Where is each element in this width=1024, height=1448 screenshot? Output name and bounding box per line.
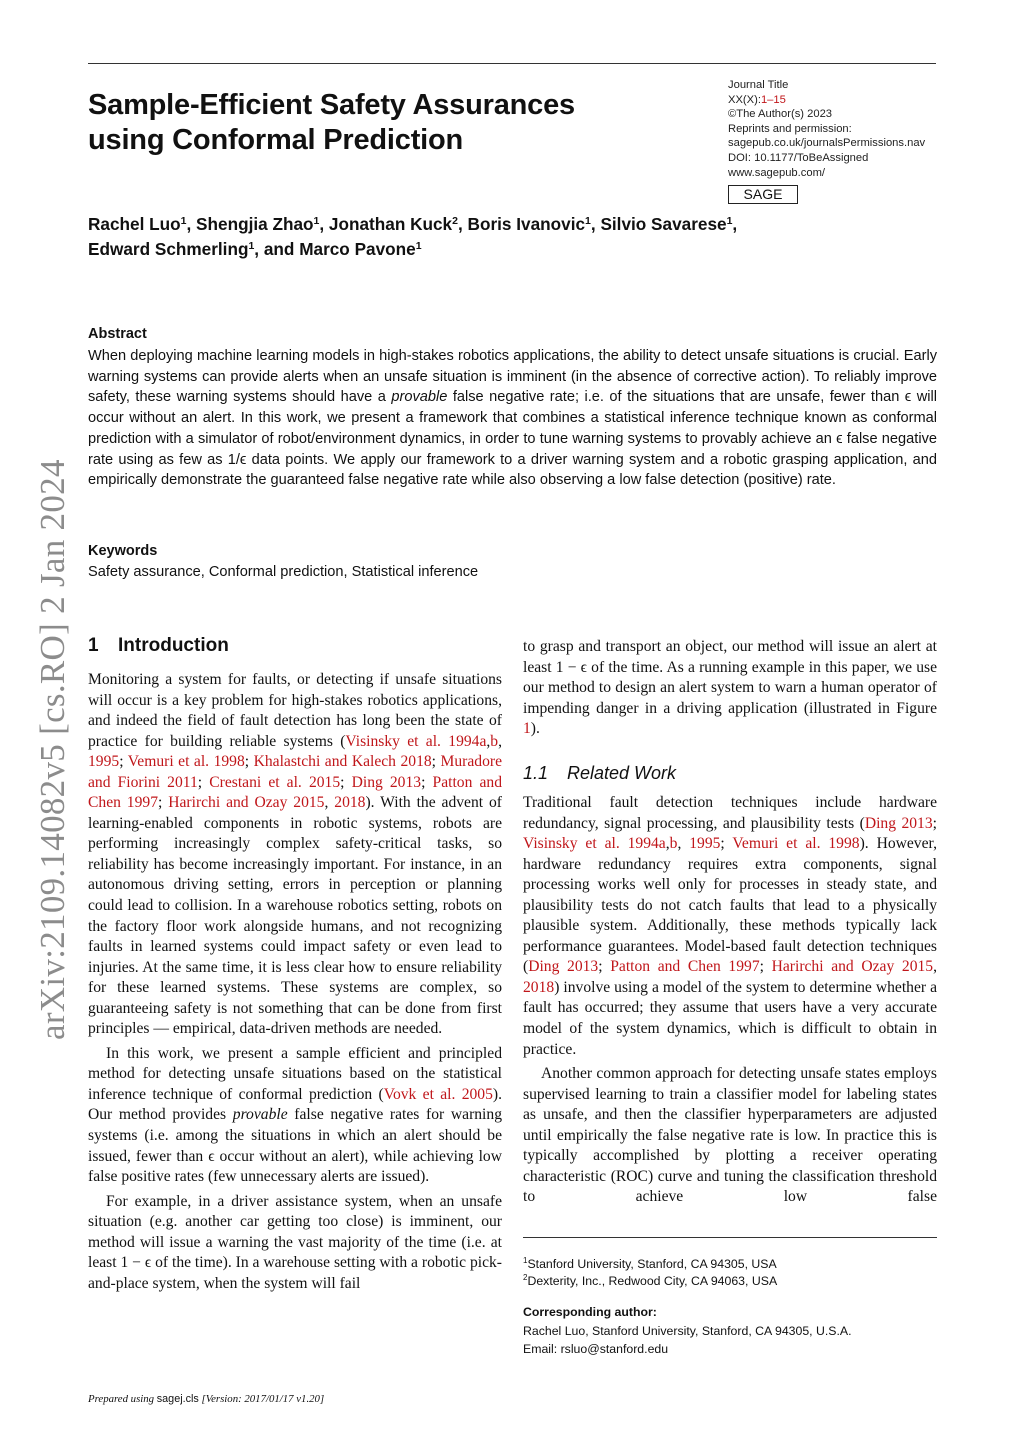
text: ; — [197, 773, 210, 791]
website: www.sagepub.com/ — [728, 166, 826, 179]
emphasis: provable — [232, 1106, 288, 1124]
text: to grasp and transport an object, our method will issue an alert at least 1 − ϵ of the time. As a running example in this paper, we use our method to design an alert system to warn a human operator of impending danger in a driving application (illustrated in Figure — [523, 638, 937, 717]
related-work-body — [523, 793, 937, 1208]
abstract-body — [88, 346, 937, 491]
affil-mark: 1 — [313, 215, 320, 227]
title-line-2: using Conformal Prediction — [88, 124, 464, 156]
citation-link[interactable]: Patton and Chen 1997 — [610, 958, 760, 976]
text: ; — [598, 958, 611, 976]
affil-mark: 1 — [523, 1256, 528, 1265]
text: ; — [158, 794, 169, 812]
citation-link[interactable]: Ding 2013 — [864, 814, 933, 832]
abstract-emphasis: provable — [391, 389, 448, 406]
affil-text: Dexterity, Inc., Redwood City, CA 94063, USA — [527, 1274, 778, 1288]
affiliations — [523, 1256, 777, 1290]
citation-link[interactable]: Vemuri et al. 1998 — [732, 835, 860, 853]
text: , — [933, 958, 938, 976]
citation-link[interactable]: Vemuri et al. 1998 — [127, 753, 245, 771]
text: Traditional fault detection techniques include hardware redundancy, signal processing, and plausibility tests ( — [523, 794, 937, 832]
intro-paragraph-3 — [88, 1192, 502, 1294]
citation-link[interactable]: Crestani et al. 2015 — [209, 773, 341, 791]
text: ). — [530, 720, 540, 738]
arxiv-stamp: arXiv:2109.14082v5 [cs.RO] 2 Jan 2024 — [33, 459, 72, 1040]
title-line-1: Sample-Efficient Safety Assurances — [88, 89, 575, 121]
class-file-name: sagej.cls — [156, 1393, 199, 1405]
affil-mark: 1 — [180, 215, 187, 227]
citation-link[interactable]: Visinsky et al. 1994a — [345, 732, 487, 750]
corresponding-author-line: Rachel Luo, Stanford University, Stanford, CA 94305, U.S.A. — [523, 1324, 852, 1338]
citation-link[interactable]: Khalastchi and Kalech 2018 — [253, 753, 432, 771]
author-list: Rachel Luo$^1$, Shengjia Zhao$^1$, Jonathan Kuck$^2$, Boris Ivanovic$^1$, Silvio Savarese$^1$, Edward Schmerling$^1$, and Marco Pavone$^1$ — [88, 214, 738, 259]
section-title: Introduction — [118, 635, 229, 656]
text: ; — [932, 814, 937, 832]
text: In this work, we present a sample efficient and principled method for detecting unsafe situations based on the statistical inference technique of conformal prediction ( — [88, 1044, 502, 1103]
affil-mark: 1 — [415, 240, 422, 252]
citation-link[interactable]: 2018 — [523, 978, 555, 996]
affil-mark: 2 — [452, 215, 458, 227]
text: , — [677, 835, 690, 853]
text: ) involve using a model of the system to determine whether a fault has occurred; they assume that users have a very accurate model of the system dynamics, which is difficult to obtain in practice. — [523, 978, 937, 1058]
intro-paragraph-1 — [88, 670, 502, 1040]
citation-link[interactable]: Patton and Chen 1997 — [88, 773, 503, 812]
journal-title: Journal Title — [728, 79, 789, 91]
prepared-using-footer — [88, 1393, 324, 1405]
text: false negative rates for warning systems (i.e. among the situations in which an alert should be issued, fewer than ϵ occur without an alert), while achieving low false positive rates (few unnecessary alerts are issued). — [88, 1106, 502, 1186]
affil-mark: 1 — [726, 215, 733, 227]
footnote-rule — [523, 1237, 937, 1238]
citation-link[interactable]: Visinsky et al. 1994a — [523, 835, 666, 853]
text: ). With the advent of learning-enabled components in robotic systems, robots are performing increasingly complex safety-critical tasks, so reliability has become increasingly important. For instance, in an autonomous driving setting, errors in perception or planning could lead to collision. In a warehouse robotics setting, robots on the factory floor work alongside humans, and not recognizing faults in learned systems could impact safety or even lead to injuries. At the same time, it is less clear how to ensure reliability for these learned systems. These systems are complex, so guaranteeing safety is not something that can be done from first principles — empirical, data-driven methods are needed. — [88, 794, 502, 1038]
author: Rachel Luo — [88, 214, 181, 234]
keywords-list: Safety assurance, Conformal prediction, Statistical inference — [88, 564, 479, 580]
citation-link[interactable]: Harirchi and Ozay 2015 — [168, 794, 325, 812]
author: Shengjia Zhao — [196, 214, 314, 234]
subsection-heading-related-work — [523, 763, 676, 784]
text: , — [665, 835, 670, 853]
text: ; — [431, 753, 441, 771]
text: ; — [244, 753, 254, 771]
author: Jonathan Kuck — [328, 214, 453, 234]
abstract-text: When deploying machine learning models in high-stakes robotics applications, the ability to detect unsafe situations is crucial. Early warning systems can provide alerts when an unsafe situation is imminent (in the absence of corrective action). To reliably improve safety, these warning systems should have a — [88, 348, 937, 406]
reprints-label: Reprints and permission: — [728, 122, 852, 135]
citation-link[interactable]: b — [490, 732, 499, 750]
section-heading-introduction — [88, 635, 229, 657]
citation-link[interactable]: Ding 2013 — [351, 773, 422, 791]
text: ). Our method provides — [88, 1085, 502, 1124]
abstract-heading: Abstract — [88, 326, 147, 342]
intro-paragraph-3-continued — [523, 637, 937, 740]
text: ; — [340, 773, 352, 791]
affiliation-1 — [523, 1256, 777, 1273]
reprints-url: sagepub.co.uk/journalsPermissions.nav — [728, 137, 926, 150]
citation-link[interactable]: Harirchi and Ozay 2015 — [771, 958, 934, 976]
affil-text: Stanford University, Stanford, CA 94305, USA — [527, 1257, 777, 1271]
author: Edward Schmerling — [88, 239, 249, 259]
affil-mark: 1 — [248, 240, 255, 252]
text: [Version: 2017/01/17 v1.20] — [198, 1393, 325, 1405]
citation-link[interactable]: 1995 — [689, 835, 721, 853]
related-paragraph-1 — [523, 793, 937, 1060]
author: Boris Ivanovic — [467, 214, 586, 234]
top-rule — [88, 63, 936, 64]
left-column — [88, 670, 502, 1294]
text: Prepared using — [88, 1393, 157, 1405]
affil-mark: 2 — [523, 1273, 528, 1282]
citation-link[interactable]: 2018 — [334, 794, 366, 812]
text: , — [486, 732, 491, 750]
citation-link[interactable]: 1995 — [88, 753, 120, 771]
doi: DOI: 10.1177/ToBeAssigned — [728, 151, 869, 164]
journal-volume: XX(X):1–15 — [728, 93, 786, 106]
corresponding-author-info — [523, 1322, 852, 1358]
corresponding-author-heading: Corresponding author: — [523, 1305, 657, 1319]
text: For example, in a driver assistance system, when an unsafe situation (e.g. another car getting too close) is imminent, our method will issue a warning the vast majority of the time (i.e. at least 1 − ϵ of the time). In a warehouse setting with a robotic pick-and-place system, when the system will fail — [88, 1192, 502, 1292]
page-range-link[interactable]: 1–15 — [760, 93, 786, 106]
subsection-title: Related Work — [567, 763, 677, 783]
citation-link[interactable]: Muradore and Fiorini 2011 — [88, 753, 502, 791]
text: , — [324, 794, 335, 812]
text: ; — [759, 958, 772, 976]
affiliation-2 — [523, 1273, 777, 1290]
paper-title — [88, 88, 648, 158]
journal-info — [728, 78, 925, 180]
right-column-continuation — [523, 637, 937, 740]
text: ; — [720, 835, 733, 853]
author: Marco Pavone — [299, 239, 416, 259]
abstract-text: false negative rate; i.e. of the situations that are unsafe, fewer than ϵ will occur without an alert. In this work, we present a framework that combines a statistical inference technique known as conformal prediction with a simulator of robot/environment dynamics, in order to tune warning systems to provably achieve an ϵ false negative rate using as few as 1/ϵ data points. We apply our framework to a driver warning system and a robotic grasping application, and empirically demonstrate the guaranteed false negative rate while also observing a low false detection (positive) rate. — [88, 389, 937, 489]
text: ). However, hardware redundancy requires extra components, signal processing works well only for processes in steady state, and plausibility tests do not catch faults that lead to a physically plausible system. Additionally, these methods typically lack performance guarantees. Model-based fault detection techniques ( — [523, 835, 937, 976]
affil-mark: 1 — [585, 215, 591, 227]
keywords-heading: Keywords — [88, 543, 158, 559]
author: Silvio Savarese — [600, 214, 727, 234]
text: ; — [119, 753, 128, 771]
text: , — [498, 732, 502, 750]
citation-link[interactable]: Ding 2013 — [528, 958, 599, 976]
text: ; — [421, 773, 433, 791]
section-number: 1 — [88, 635, 99, 656]
citation-link[interactable]: b — [669, 835, 678, 853]
copyright: ©The Author(s) 2023 — [728, 108, 833, 121]
subsection-number: 1.1 — [523, 763, 549, 783]
sage-logo: SAGE — [728, 185, 798, 204]
text: Monitoring a system for faults, or detecting if unsafe situations will occur is a key problem for high-stakes robotics applications, and indeed the field of fault detection has long been the state of practice for building reliable systems ( — [88, 671, 502, 750]
intro-paragraph-2 — [88, 1044, 502, 1188]
related-paragraph-2: Another common approach for detecting unsafe states employs supervised learning to train a classifier model for labeling states as unsafe, and then the classifier hyperparameters are adjusted until empirically the false negative rate is low. In practice this is typically accomplished by plotting a receiver operating characteristic (ROC) curve and tuning the classification threshold to achieve low false — [523, 1065, 937, 1206]
figure-ref-link[interactable]: 1 — [523, 720, 531, 738]
citation-link[interactable]: Vovk et al. 2005 — [383, 1085, 493, 1103]
corresponding-author-email[interactable]: Email: rsluo@stanford.edu — [523, 1342, 669, 1356]
